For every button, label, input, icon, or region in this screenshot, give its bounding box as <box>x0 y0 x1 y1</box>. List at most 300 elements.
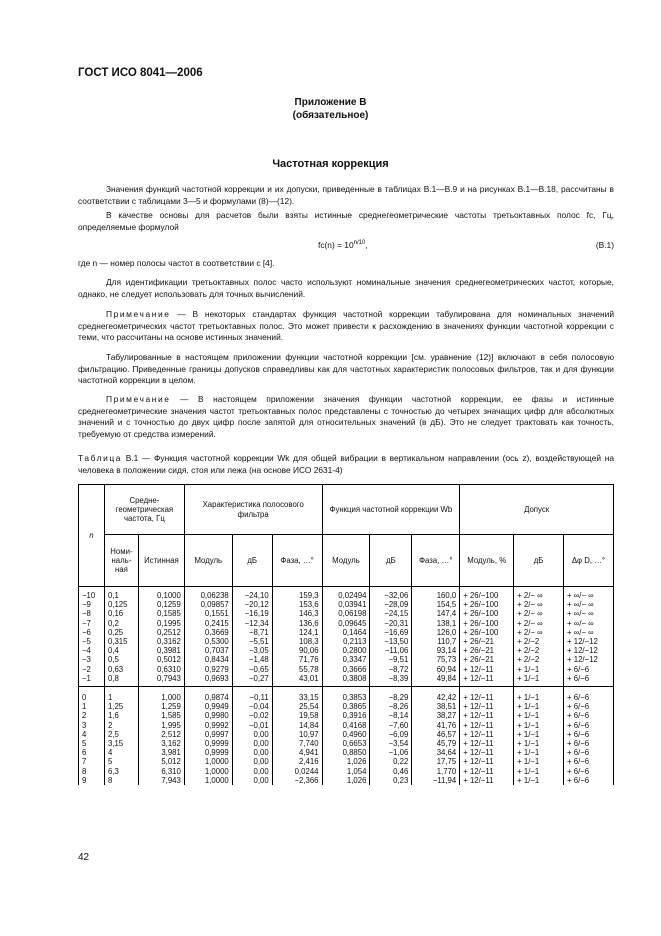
table-cell: 1,585 <box>138 711 184 720</box>
formula-lhs: fc(n) = 10 <box>318 240 354 250</box>
table-cell: 0,3162 <box>138 637 184 646</box>
table-cell: + 12/−12 <box>564 646 614 655</box>
table-cell: 3,162 <box>138 739 184 748</box>
table-cell: + 1/−1 <box>514 776 564 785</box>
formula-tail: , <box>365 240 368 250</box>
table-cell: + 6/−6 <box>564 739 614 748</box>
table-cell: −8,29 <box>370 687 412 703</box>
table-cell: + 12/−11 <box>460 721 514 730</box>
table-cell: −1,48 <box>232 655 272 664</box>
table-cell: 0,1259 <box>138 600 184 609</box>
table-cell: 75,73 <box>412 655 460 664</box>
document-header: ГОСТ ИСО 8041—2006 <box>78 67 203 79</box>
table-cell: 0,3347 <box>322 655 370 664</box>
table-cell: 93,14 <box>412 646 460 655</box>
table-cell: + 6/−6 <box>564 776 614 785</box>
table-cell: + 1/−1 <box>514 721 564 730</box>
table-group-2 <box>79 687 614 786</box>
table-cell: + 26/−100 <box>460 600 514 609</box>
table-cell: −8,26 <box>370 702 412 711</box>
table-cell: 9 <box>79 776 105 785</box>
table-cell: 1,6 <box>104 711 138 720</box>
table-cell: 0,9279 <box>184 665 232 674</box>
table-cell: 1,0000 <box>184 767 232 776</box>
table-cell: −28,09 <box>370 600 412 609</box>
table-cell: 159,3 <box>272 587 322 601</box>
table-cell: + 1/−1 <box>514 674 564 687</box>
table-row <box>79 721 614 730</box>
table-cell: 0,9997 <box>184 730 232 739</box>
table-cell: 126,0 <box>412 628 460 637</box>
table-row <box>79 748 614 757</box>
table-row <box>79 637 614 646</box>
table-cell: 0,2800 <box>322 646 370 655</box>
table-cell: 6 <box>79 748 105 757</box>
table-cell: 2 <box>104 721 138 730</box>
table-cell: + 26/−21 <box>460 646 514 655</box>
table-cell: 0,9980 <box>184 711 232 720</box>
table-cell: 0,9693 <box>184 674 232 687</box>
header-true: Истинная <box>138 535 184 587</box>
table-cell: 1,054 <box>322 767 370 776</box>
table-cell: + 12/−11 <box>460 665 514 674</box>
table-cell: + 1/−1 <box>514 665 564 674</box>
table-cell: + 12/−11 <box>460 674 514 687</box>
table-cell: 0,9999 <box>184 748 232 757</box>
table-row <box>79 587 614 601</box>
header-tolerance-modulus: Модуль, % <box>460 535 514 587</box>
table-cell: 3,981 <box>138 748 184 757</box>
table-cell: −3,54 <box>370 739 412 748</box>
table-cell: −8,72 <box>370 665 412 674</box>
header-filter-db: дБ <box>232 535 272 587</box>
table-cell: 60,94 <box>412 665 460 674</box>
table-cell: 0,2 <box>104 619 138 628</box>
formula-number: (В.1) <box>595 240 614 250</box>
table-cell: + 12/−12 <box>564 637 614 646</box>
table-cell: −24,15 <box>370 609 412 618</box>
table-cell: −32,06 <box>370 587 412 601</box>
table-row <box>79 730 614 739</box>
table-cell: + 2/−2 <box>514 655 564 664</box>
table-cell: −9 <box>79 600 105 609</box>
table-cell: + 6/−6 <box>564 767 614 776</box>
table-cell: −20,31 <box>370 619 412 628</box>
table-cell: 138,1 <box>412 619 460 628</box>
table-cell: 0,00 <box>232 776 272 785</box>
table-cell: 0,4168 <box>322 721 370 730</box>
header-filter-phase: Фаза, …° <box>272 535 322 587</box>
table-cell: −24,10 <box>232 587 272 601</box>
table-cell: −4 <box>79 646 105 655</box>
table-cell: 1 <box>79 702 105 711</box>
table-cell: 7,740 <box>272 739 322 748</box>
table-cell: 0,7037 <box>184 646 232 655</box>
table-cell: + 26/−100 <box>460 619 514 628</box>
table-cell: + 26/−100 <box>460 628 514 637</box>
header-weighting-modulus: Модуль <box>322 535 370 587</box>
table-cell: 0,22 <box>370 757 412 766</box>
table-cell: −5 <box>79 637 105 646</box>
appendix-heading <box>0 96 661 122</box>
table-cell: 7,943 <box>138 776 184 785</box>
formula-expression <box>318 240 368 250</box>
table-cell: 14,84 <box>272 721 322 730</box>
table-cell: −7,60 <box>370 721 412 730</box>
table-cell: 160,0 <box>412 587 460 601</box>
table-cell: + 2/− ∞ <box>514 587 564 601</box>
table-cell: −3,05 <box>232 646 272 655</box>
table-cell: 19,58 <box>272 711 322 720</box>
table-cell: + 2/−2 <box>514 637 564 646</box>
table-cell: 1,026 <box>322 757 370 766</box>
table-row <box>79 600 614 609</box>
table-cell: 10,97 <box>272 730 322 739</box>
table-cell: 0,1 <box>104 587 138 601</box>
table-cell: + ∞/− ∞ <box>564 600 614 609</box>
table-cell: 0,09857 <box>184 600 232 609</box>
table-cell: + 2/− ∞ <box>514 600 564 609</box>
table-cell: 0,2512 <box>138 628 184 637</box>
table-cell: + 6/−6 <box>564 757 614 766</box>
header-tolerance-db: дБ <box>514 535 564 587</box>
table-cell: 154,5 <box>412 600 460 609</box>
table-cell: 124,1 <box>272 628 322 637</box>
page-number: 42 <box>78 852 90 863</box>
table-cell: −0,02 <box>232 711 272 720</box>
table-cell: 0,1464 <box>322 628 370 637</box>
table-cell: + 1/−1 <box>514 748 564 757</box>
header-frequency: Средне-геометрическая частота, Гц <box>104 485 184 535</box>
table-cell: + 1/−1 <box>514 702 564 711</box>
table-cell: 0,9999 <box>184 739 232 748</box>
table-row <box>79 609 614 618</box>
table-cell: 34,64 <box>412 748 460 757</box>
table-cell: 0,25 <box>104 628 138 637</box>
table-cell: + 12/−11 <box>460 730 514 739</box>
table-cell: 2 <box>79 711 105 720</box>
table-cell: −8,39 <box>370 674 412 687</box>
table-cell: 0,0244 <box>272 767 322 776</box>
table-cell: −9,51 <box>370 655 412 664</box>
table-cell: 0,3865 <box>322 702 370 711</box>
table-cell: 8 <box>104 776 138 785</box>
table-cell: 49,84 <box>412 674 460 687</box>
paragraph-2: В качестве основы для расчетов были взяты истинные среднегеометрические частоты третьоктавных полос fc, Гц, определяемые формулой <box>78 210 614 232</box>
paragraph-4: Для идентификации третьоктавных полос часто используют номинальные значения среднегеометрических частот, которые, однако, не следует использовать для точных вычислений. <box>78 277 614 299</box>
table-cell: −2,366 <box>272 776 322 785</box>
paragraph-3: где n — номер полосы частот в соответствии с [4]. <box>78 258 275 268</box>
table-cell: + 6/−6 <box>564 748 614 757</box>
table-cell: 0,63 <box>104 665 138 674</box>
table-cell: + 26/−100 <box>460 587 514 601</box>
table-cell: + 12/−11 <box>460 702 514 711</box>
table-cell: 0,2415 <box>184 619 232 628</box>
table-cell: 1 <box>104 687 138 703</box>
table-cell: −16,69 <box>370 628 412 637</box>
table-cell: 1,026 <box>322 776 370 785</box>
table-cell: 2,416 <box>272 757 322 766</box>
table-row <box>79 757 614 766</box>
table-cell: 8 <box>79 767 105 776</box>
note-1-text: — В некоторых стандартах функция частотной коррекции табулирована для номинальных значений среднегеометрических частот третьоктавных полос. Это может привести к расхождению в значениях функции частотной коррекции с теми, что рассчитаны на основе истинных значений. <box>78 309 614 343</box>
table-cell: + ∞/− ∞ <box>564 619 614 628</box>
table-caption <box>78 453 614 476</box>
table-cell: 0,8 <box>104 674 138 687</box>
table-cell: 0,9949 <box>184 702 232 711</box>
table-cell: 2,512 <box>138 730 184 739</box>
table-cell: 0,8850 <box>322 748 370 757</box>
table-cell: + 6/−6 <box>564 721 614 730</box>
header-tolerance: Допуск <box>460 485 614 535</box>
table-caption-label: Таблица <box>78 453 123 463</box>
formula-exponent: n/10 <box>353 240 366 247</box>
paragraph-5: Табулированные в настоящем приложении функции частотной коррекции [см. уравнение (12)] включают в себя полосовую фильтрацию. Приведенные границы допусков справедливы как для частотных характеристик полосовых фильтров, так и для функции частотной коррекции в целом. <box>78 352 614 386</box>
table-cell: 25,54 <box>272 702 322 711</box>
table-cell: 5,012 <box>138 757 184 766</box>
table-cell: 0,3981 <box>138 646 184 655</box>
table-cell: + ∞/− ∞ <box>564 609 614 618</box>
header-tolerance-phase: Δφ D, …° <box>564 535 614 587</box>
table-cell: + 6/−6 <box>564 711 614 720</box>
paragraph-1: Значения функций частотной коррекции и их допуски, приведенные в таблицах В.1—В.9 и на рисунках В.1—В.18, рассчитаны в соответствии с таблицами 3—5 и формулами (8)—(12). <box>78 184 614 206</box>
table-group-1 <box>79 587 614 687</box>
table-cell: −7 <box>79 619 105 628</box>
table-cell: −0,11 <box>232 687 272 703</box>
table-cell: 0,00 <box>232 739 272 748</box>
table-cell: 0,125 <box>104 600 138 609</box>
table-cell: 46,57 <box>412 730 460 739</box>
table-cell: −5,51 <box>232 637 272 646</box>
table-cell: + 6/−6 <box>564 730 614 739</box>
table-cell: 4,941 <box>272 748 322 757</box>
table-row <box>79 702 614 711</box>
table-cell: 0,1995 <box>138 619 184 628</box>
table-cell: −0,65 <box>232 665 272 674</box>
table-cell: 6,3 <box>104 767 138 776</box>
table-cell: 0,2113 <box>322 637 370 646</box>
table-cell: 0,9992 <box>184 721 232 730</box>
note-2-label: Примечание <box>106 394 171 404</box>
table-cell: 71,76 <box>272 655 322 664</box>
table-cell: 108,3 <box>272 637 322 646</box>
table-row <box>79 646 614 655</box>
table-row <box>79 674 614 687</box>
table-cell: + 1/−1 <box>514 730 564 739</box>
table-cell: −8,14 <box>370 711 412 720</box>
table-cell: 17,75 <box>412 757 460 766</box>
note-2-text: — В настоящем приложении значения функции частотной коррекции, ее фазы и истинные среднегеометрические значения частот третьоктавных полос представлены с точностью до четырех значащих цифр для абсолютных значений и с точностью до двух цифр после запятой для относительных значений (в дБ). Это не следует трактовать как точность, требуемую от средства измерений. <box>78 394 614 439</box>
table-cell: 0 <box>79 687 105 703</box>
table-cell: 0,5 <box>104 655 138 664</box>
table-row <box>79 767 614 776</box>
header-weighting-db: дБ <box>370 535 412 587</box>
table-cell: + 26/−100 <box>460 609 514 618</box>
table-cell: 0,00 <box>232 730 272 739</box>
table-cell: + 12/−11 <box>460 748 514 757</box>
header-weighting: Функция частотной коррекции Wb <box>322 485 460 535</box>
table-cell: + 12/−11 <box>460 739 514 748</box>
table-cell: −10 <box>79 587 105 601</box>
table-cell: 38,27 <box>412 711 460 720</box>
weighting-table <box>78 484 614 785</box>
table-cell: 0,5012 <box>138 655 184 664</box>
table-cell: −0,04 <box>232 702 272 711</box>
table-cell: −1 <box>79 674 105 687</box>
table-cell: 33,15 <box>272 687 322 703</box>
table-cell: −0,27 <box>232 674 272 687</box>
table-row <box>79 655 614 664</box>
table-cell: −0,01 <box>232 721 272 730</box>
header-n: n <box>79 485 105 587</box>
table-cell: 45,79 <box>412 739 460 748</box>
table-cell: + 1/−1 <box>514 687 564 703</box>
table-cell: 5 <box>104 757 138 766</box>
table-cell: 42,42 <box>412 687 460 703</box>
table-cell: 55,78 <box>272 665 322 674</box>
table-cell: + 26/−21 <box>460 655 514 664</box>
table-cell: 0,6653 <box>322 739 370 748</box>
table-cell: + 2/− ∞ <box>514 609 564 618</box>
table-cell: 0,1000 <box>138 587 184 601</box>
table-cell: 0,315 <box>104 637 138 646</box>
table-cell: 5 <box>79 739 105 748</box>
table-cell: + 12/−11 <box>460 711 514 720</box>
table-cell: −11,06 <box>370 646 412 655</box>
header-filter-modulus: Модуль <box>184 535 232 587</box>
table-cell: + 26/−21 <box>460 637 514 646</box>
table-cell: −8,71 <box>232 628 272 637</box>
table-cell: −6 <box>79 628 105 637</box>
table-cell: 0,06198 <box>322 609 370 618</box>
table-cell: 0,4 <box>104 646 138 655</box>
table-cell: 1,000 <box>138 687 184 703</box>
table-cell: −8 <box>79 609 105 618</box>
table-row <box>79 711 614 720</box>
table-row <box>79 776 614 785</box>
table-cell: 0,3808 <box>322 674 370 687</box>
table-cell: + 1/−1 <box>514 711 564 720</box>
header-filter: Характеристика полосового фильтра <box>184 485 322 535</box>
table-row <box>79 739 614 748</box>
table-cell: + 6/−6 <box>564 687 614 703</box>
note-2 <box>78 394 614 440</box>
table-cell: 0,8434 <box>184 655 232 664</box>
table-cell: 41,76 <box>412 721 460 730</box>
table-cell: + 2/− ∞ <box>514 628 564 637</box>
table-cell: 38,51 <box>412 702 460 711</box>
table-cell: 0,1585 <box>138 609 184 618</box>
table-cell: 1,0000 <box>184 757 232 766</box>
table-cell: −20,12 <box>232 600 272 609</box>
table-cell: + 1/−1 <box>514 757 564 766</box>
table-row <box>79 619 614 628</box>
table-cell: + 6/−6 <box>564 702 614 711</box>
table-cell: 0,9874 <box>184 687 232 703</box>
table-cell: 110,7 <box>412 637 460 646</box>
table-cell: 0,3666 <box>322 665 370 674</box>
table-cell: + 12/−11 <box>460 767 514 776</box>
header-weighting-phase: Фаза, …° <box>412 535 460 587</box>
table-cell: + 1/−1 <box>514 767 564 776</box>
table-cell: 7 <box>79 757 105 766</box>
table-cell: 1,259 <box>138 702 184 711</box>
table-cell: 0,3853 <box>322 687 370 703</box>
table-cell: + 6/−6 <box>564 665 614 674</box>
table-cell: 0,02494 <box>322 587 370 601</box>
table-cell: −6,09 <box>370 730 412 739</box>
table-cell: 2,5 <box>104 730 138 739</box>
table-cell: + ∞/− ∞ <box>564 628 614 637</box>
table-row <box>79 628 614 637</box>
header-nominal: Номи-наль-ная <box>104 535 138 587</box>
table-cell: 147,4 <box>412 609 460 618</box>
table-cell: + 12/−12 <box>564 655 614 664</box>
table-cell: + 12/−11 <box>460 757 514 766</box>
table-cell: 0,23 <box>370 776 412 785</box>
table-cell: 0,00 <box>232 767 272 776</box>
table-cell: + 12/−11 <box>460 776 514 785</box>
table-cell: 0,16 <box>104 609 138 618</box>
table-cell: 0,03941 <box>322 600 370 609</box>
table-cell: 0,09645 <box>322 619 370 628</box>
table-cell: 0,46 <box>370 767 412 776</box>
table-cell: 0,5300 <box>184 637 232 646</box>
table-cell: −11,94 <box>412 776 460 785</box>
formula-b1 <box>78 240 614 252</box>
table-cell: 1,995 <box>138 721 184 730</box>
table-cell: 0,7943 <box>138 674 184 687</box>
table-cell: + 2/− ∞ <box>514 619 564 628</box>
table-cell: −13,50 <box>370 637 412 646</box>
table-cell: + 12/−11 <box>460 687 514 703</box>
table-caption-text: В.1 — Функция частотной коррекции Wk для общей вибрации в вертикальном направлении (ось z), воздействующей на человека в положении сидя, стоя или лежа (на основе ИСО 2631-4) <box>78 453 614 475</box>
table-cell: 0,3916 <box>322 711 370 720</box>
table-cell: −3 <box>79 655 105 664</box>
table-cell: + 2/−2 <box>514 646 564 655</box>
appendix-status: (обязательное) <box>292 110 369 121</box>
table-cell: 0,1551 <box>184 609 232 618</box>
table-cell: + 6/−6 <box>564 674 614 687</box>
table-cell: 146,3 <box>272 609 322 618</box>
table-cell: 43,01 <box>272 674 322 687</box>
table-cell: 1,0000 <box>184 776 232 785</box>
table-cell: 0,06238 <box>184 587 232 601</box>
table-cell: 90,06 <box>272 646 322 655</box>
table-cell: −16,19 <box>232 609 272 618</box>
table-row <box>79 665 614 674</box>
table-cell: 4 <box>104 748 138 757</box>
table-cell: 3,15 <box>104 739 138 748</box>
appendix-label: Приложение В <box>294 97 367 108</box>
table-cell: 1,770 <box>412 767 460 776</box>
table-cell: −1,06 <box>370 748 412 757</box>
table-cell: 0,3669 <box>184 628 232 637</box>
table-cell: −2 <box>79 665 105 674</box>
table-row <box>79 687 614 703</box>
table-cell: −12,34 <box>232 619 272 628</box>
table-cell: 0,00 <box>232 748 272 757</box>
table-cell: 0,00 <box>232 757 272 766</box>
note-1 <box>78 309 614 344</box>
note-1-label: Примечание <box>106 309 171 319</box>
table-cell: + ∞/− ∞ <box>564 587 614 601</box>
table-cell: 3 <box>79 721 105 730</box>
table-cell: 153,6 <box>272 600 322 609</box>
table-cell: 6,310 <box>138 767 184 776</box>
table-cell: 0,6310 <box>138 665 184 674</box>
table-cell: 4 <box>79 730 105 739</box>
